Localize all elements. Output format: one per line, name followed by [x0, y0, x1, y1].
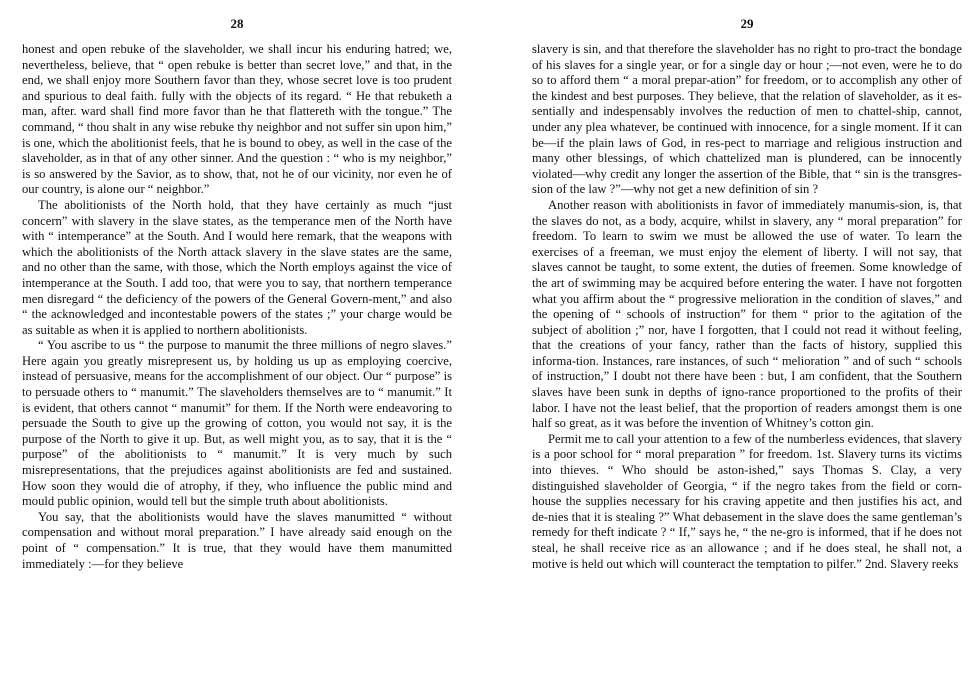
paragraph: slavery is sin, and that therefore the slaveholder has no right to pro-tract the bondage of his slaves for a single year, or for a single day or hour ;—not even, were he to do so to afford them “ a moral prepar-ation” for freedom, or to accomplish any other of the kindest and best purposes. They believe, that the relation of slaveholder, as it es-sentially and indespensably involves the reduction of men to chattel-ship, cannot, under any plea whatever, be continued with innocence, for a single moment. If it can be—if the plain laws of God, in res-pect to marriage and religious instruction and many other blessings, of which chattelized man is plundered, can be innocently violated—why credit any longer the assertion of the Bible, that “ sin is the transgres-sion of the law ?”—why not get a new definition of sin ? — [532, 42, 962, 197]
paragraph: The abolitionists of the North hold, that they have certainly as much “just concern” with slavery in the slave states, as the temperance men of the North have with “ intemperance” at the South. And I would here remark, that the weapons with which the abolitionists of the North attack slavery in the slave states are the same, and no other than the same, with those, which the North employs against the vice of intemperance at the South. I add too, that were you to say, that northern temperance men disregard “ the deficiency of the powers of the General Govern-ment,” and also “ the acknowledged and incontestable powers of the states ;” your charge would be as suitable as when it is applied to northern abolitionists. — [22, 197, 452, 337]
paragraph: You say, that the abolitionists would have the slaves manumitted “ without compensation and without moral preparation.” I have already said enough on the point of “ compensation.” It is true, that they would have them manumitted immediately :—for they believe — [22, 509, 452, 571]
page-number: 29 — [740, 16, 754, 31]
page-number: 28 — [230, 16, 244, 31]
right-page — [532, 0, 962, 676]
paragraph: Permit me to call your attention to a few of the numberless evidences, that slavery is a poor school for “ moral preparation ” for freedom. 1st. Slavery turns its victims into thieves. “ Who should be aston-ished,” says Thomas S. Clay, a very distinguished slaveholder of Georgia, “ if the negro takes from the field or corn-house the supplies necessary for his craving appetite and then justifies his act, and de-nies that it is stealing ?” What debasement in the slave does the same gentleman’s remedy for theft indicate ? “ If,” says he, “ the ne-gro is informed, that if he does not steal, he shall receive rice as an allowance ; and if he does steal, he shall not, a motive is held out which will counteract the temptation to pilfer.” 2nd. Slavery reeks — [532, 431, 962, 571]
paragraph: honest and open rebuke of the slaveholder, we shall incur his enduring hatred; we, nevertheless, believe, that “ open rebuke is better than secret love,” and that, in the end, we shall enjoy more Southern favor than they, whose secret love is too prudent and spurious to deal faith. fully with the objects of its regard. “ He that rebuketh a man, after. ward shall find more favor than he that flattereth with the tongue.” The command, “ thou shalt in any wise rebuke thy neighbor and not suffer sin upon him,” is one, which the abolitionist feels, that he is bound to obey, as well in the case of the slaveholder, as in that of any other sinner. And the question : “ who is my neighbor,” is so answered by the Savior, as to show, that, not he of our vicinity, nor even he of our country, is alone our “ neighbor.” — [22, 42, 452, 197]
paragraph: Another reason with abolitionists in favor of immediately manumis-sion, is, that the slaves do not, as a body, acquire, whilst in slavery, any “ moral preparation” for freedom. To learn to swim we must be allowed the use of water. To learn the exercises of a freeman, we must enjoy the element of liberty. I will not say, that slaves cannot be taught, to some extent, the duties of freemen. Some knowledge of the art of swimming may be acquired before entering the water. I have not forgotten what you affirm about the “ progressive melioration in the condition of slaves,” and the opening of “ schools of instruction” for them “ prior to the agitation of the subject of abolition ;” nor, have I forgotten, that I could not read it without feeling, that the creations of your fancy, rather than the facts of history, supplied this informa-tion. Instances, rare instances, of such “ melioration ” and of such “ schools of instruction,” I doubt not there have been : but, I am confident, that the Southern slaves have been sunk in depths of igno-rance proportioned to the profits of their labor. I have not the least belief, that the proportion of readers amongst them is one half so great, as it was before the invention of Whitney’s cotton gin. — [532, 197, 962, 431]
left-page — [22, 0, 452, 676]
page-body — [22, 42, 452, 572]
paragraph: “ You ascribe to us “ the purpose to manumit the three millions of negro slaves.” Here again you greatly misrepresent us, by holding us up as employing coercive, instead of persuasive, means for the accomplishment of our object. Our “ purpose” is to persuade others to “ manumit.” The slaveholders themselves are to “ manumit.” It is evident, that others cannot “ manumit” for them. If the North were endeavoring to persuade the South to give up the growing of cotton, you would not say, it is the purpose of the North to give it up. But, as well might you, as to say, that it is the “ purpose” of the abolitionists to “ manumit.” It is very much by such misrepresentations, that the prejudices against abolitionists are fed and sustained. How soon they would die of atrophy, if they, who influence the public mind and mould public opinion, would tell but the simple truth about abolitionists. — [22, 338, 452, 509]
page-body — [532, 42, 962, 572]
